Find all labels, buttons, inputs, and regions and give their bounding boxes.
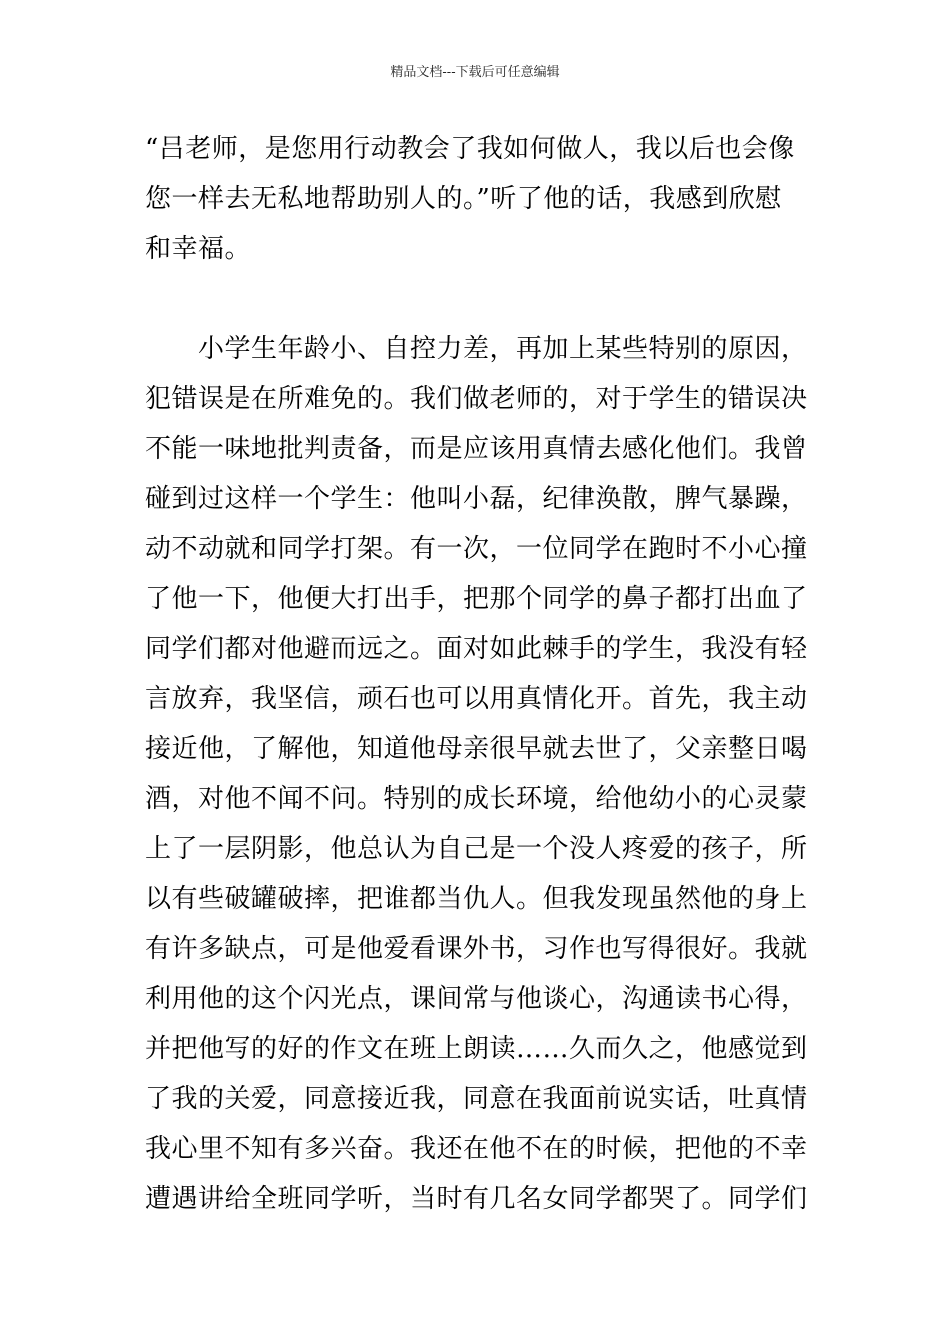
text-line: 有许多缺点，可是他爱看课外书，习作也写得很好。我就	[145, 934, 808, 964]
text-line: 接近他，了解他，知道他母亲很早就去世了，父亲整日喝	[145, 734, 808, 764]
text-line: 犯错误是在所难免的。我们做老师的，对于学生的错误决	[145, 384, 808, 414]
text-line: 上了一层阴影，他总认为自己是一个没人疼爱的孩子，所	[145, 834, 808, 864]
text-line: 并把他写的好的作文在班上朗读……久而久之，他感觉到	[145, 1034, 808, 1064]
paragraph-2	[145, 324, 810, 1224]
text-line: 了我的关爱，同意接近我，同意在我面前说实话，吐真情	[145, 1084, 808, 1114]
text-line: 和幸福。	[145, 234, 252, 264]
text-line: “吕老师，是您用行动教会了我如何做人，我以后也会像	[145, 134, 795, 164]
text-line: 我心里不知有多兴奋。我还在他不在的时候，把他的不幸	[145, 1134, 808, 1164]
text-line: 动不动就和同学打架。有一次，一位同学在跑时不小心撞	[145, 534, 808, 564]
text-line: 碰到过这样一个学生：他叫小磊，纪律涣散，脾气暴躁，	[145, 484, 808, 514]
text-line: 小学生年龄小、自控力差，再加上某些特别的原因，	[145, 334, 808, 364]
text-line: 言放弃，我坚信，顽石也可以用真情化开。首先，我主动	[145, 684, 808, 714]
text-line: 酒，对他不闻不问。特别的成长环境，给他幼小的心灵蒙	[145, 784, 808, 814]
text-line: 遭遇讲给全班同学听，当时有几名女同学都哭了。同学们	[145, 1184, 808, 1214]
paragraph-1	[145, 124, 810, 274]
page-header: 精品文档---下载后可任意编辑	[390, 65, 560, 80]
text-line: 不能一味地批判责备，而是应该用真情去感化他们。我曾	[145, 434, 808, 464]
text-line: 同学们都对他避而远之。面对如此棘手的学生，我没有轻	[145, 634, 808, 664]
text-line: 了他一下，他便大打出手，把那个同学的鼻子都打出血了	[145, 584, 808, 614]
text-line: 以有些破罐破摔，把谁都当仇人。但我发现虽然他的身上	[145, 884, 808, 914]
text-line: 利用他的这个闪光点，课间常与他谈心，沟通读书心得，	[145, 984, 808, 1014]
text-line: 您一样去无私地帮助别人的。”听了他的话，我感到欣慰	[145, 184, 782, 214]
